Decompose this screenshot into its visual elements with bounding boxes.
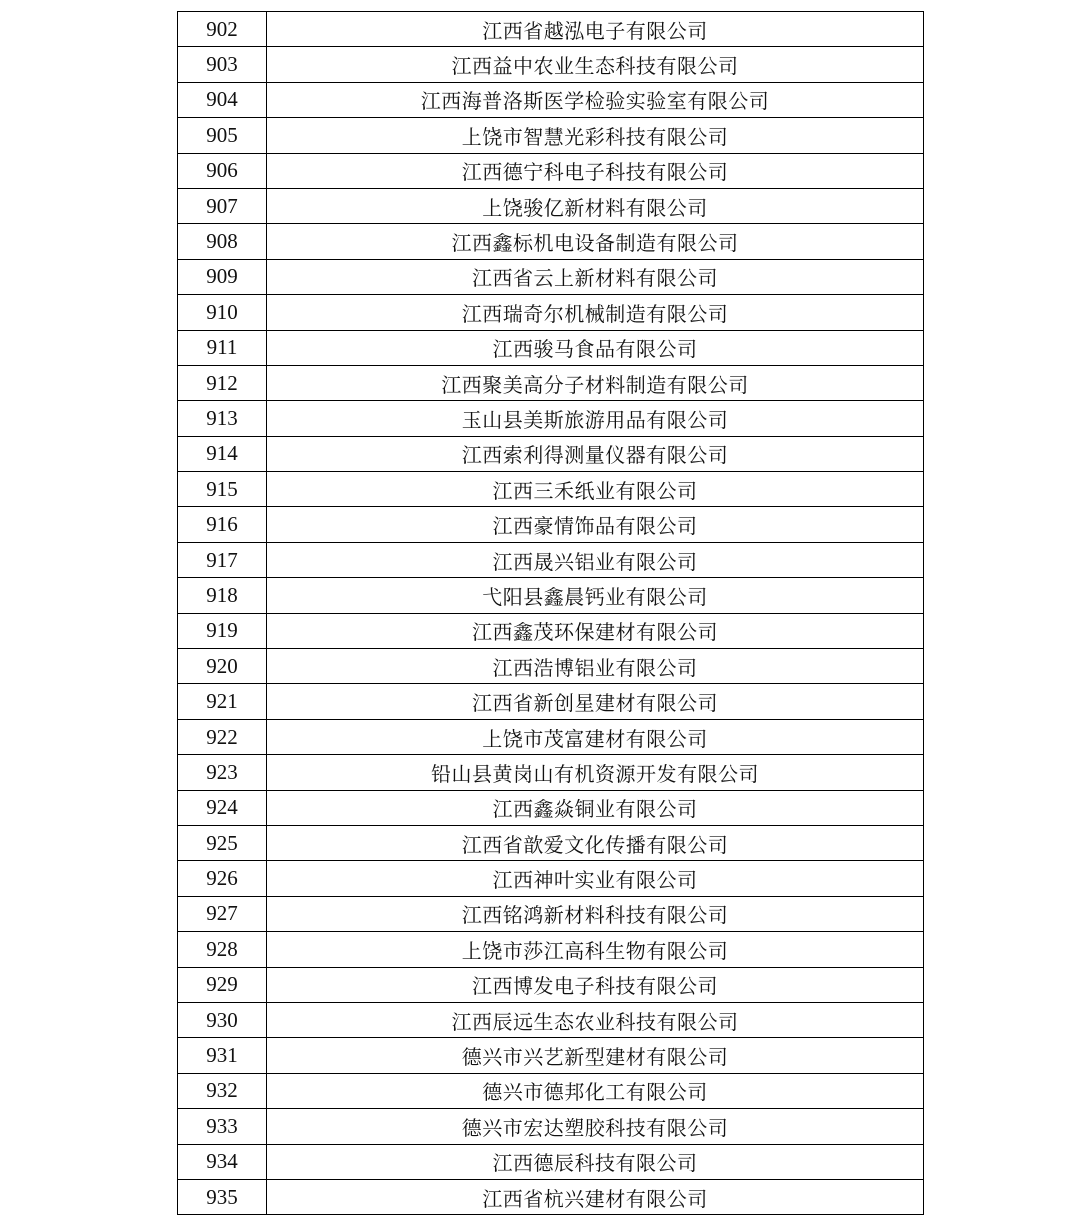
table-row (178, 578, 924, 613)
row-number-cell: 912 (178, 365, 267, 400)
company-name-cell: 弋阳县鑫晨钙业有限公司 (267, 578, 924, 613)
company-list-table (177, 11, 924, 1215)
row-number-cell: 925 (178, 825, 267, 860)
row-number-cell: 916 (178, 507, 267, 542)
row-number-cell: 932 (178, 1073, 267, 1108)
company-name-cell: 江西铭鸿新材料科技有限公司 (267, 896, 924, 931)
table-row (178, 507, 924, 542)
row-number-cell: 913 (178, 401, 267, 436)
row-number-cell: 933 (178, 1109, 267, 1144)
company-list-body (178, 12, 924, 1215)
company-name-cell: 江西辰远生态农业科技有限公司 (267, 1002, 924, 1037)
company-name-cell: 江西省云上新材料有限公司 (267, 259, 924, 294)
table-row (178, 153, 924, 188)
table-row (178, 330, 924, 365)
company-name-cell: 江西省杭兴建材有限公司 (267, 1179, 924, 1214)
company-name-cell: 江西瑞奇尔机械制造有限公司 (267, 295, 924, 330)
table-row (178, 188, 924, 223)
table-row (178, 472, 924, 507)
company-name-cell: 江西鑫焱铜业有限公司 (267, 790, 924, 825)
row-number-cell: 922 (178, 719, 267, 754)
table-row (178, 896, 924, 931)
company-name-cell: 江西索利得测量仪器有限公司 (267, 436, 924, 471)
row-number-cell: 903 (178, 47, 267, 82)
table-row (178, 825, 924, 860)
row-number-cell: 924 (178, 790, 267, 825)
table-row (178, 224, 924, 259)
row-number-cell: 909 (178, 259, 267, 294)
table-row (178, 365, 924, 400)
company-name-cell: 江西德宁科电子科技有限公司 (267, 153, 924, 188)
table-row (178, 118, 924, 153)
company-name-cell: 江西省歆爱文化传播有限公司 (267, 825, 924, 860)
company-name-cell: 江西省新创星建材有限公司 (267, 684, 924, 719)
company-name-cell: 上饶市智慧光彩科技有限公司 (267, 118, 924, 153)
table-row (178, 82, 924, 117)
company-name-cell: 江西省越泓电子有限公司 (267, 12, 924, 47)
row-number-cell: 935 (178, 1179, 267, 1214)
row-number-cell: 929 (178, 967, 267, 1002)
table-row (178, 932, 924, 967)
table-row (178, 436, 924, 471)
table-row (178, 542, 924, 577)
company-name-cell: 江西鑫标机电设备制造有限公司 (267, 224, 924, 259)
company-name-cell: 上饶骏亿新材料有限公司 (267, 188, 924, 223)
row-number-cell: 902 (178, 12, 267, 47)
table-row (178, 790, 924, 825)
table-row (178, 1073, 924, 1108)
company-name-cell: 江西神叶实业有限公司 (267, 861, 924, 896)
row-number-cell: 930 (178, 1002, 267, 1037)
company-name-cell: 玉山县美斯旅游用品有限公司 (267, 401, 924, 436)
table-row (178, 259, 924, 294)
row-number-cell: 934 (178, 1144, 267, 1179)
row-number-cell: 926 (178, 861, 267, 896)
table-row (178, 401, 924, 436)
table-row (178, 613, 924, 648)
row-number-cell: 931 (178, 1038, 267, 1073)
row-number-cell: 911 (178, 330, 267, 365)
company-name-cell: 江西豪情饰品有限公司 (267, 507, 924, 542)
row-number-cell: 917 (178, 542, 267, 577)
row-number-cell: 905 (178, 118, 267, 153)
row-number-cell: 923 (178, 755, 267, 790)
company-name-cell: 德兴市宏达塑胶科技有限公司 (267, 1109, 924, 1144)
table-row (178, 1109, 924, 1144)
table-row (178, 1038, 924, 1073)
company-name-cell: 江西骏马食品有限公司 (267, 330, 924, 365)
row-number-cell: 921 (178, 684, 267, 719)
table-row (178, 1002, 924, 1037)
row-number-cell: 906 (178, 153, 267, 188)
row-number-cell: 910 (178, 295, 267, 330)
table-row (178, 47, 924, 82)
table-row (178, 684, 924, 719)
table-row (178, 755, 924, 790)
table-row (178, 719, 924, 754)
company-name-cell: 江西海普洛斯医学检验实验室有限公司 (267, 82, 924, 117)
company-name-cell: 德兴市兴艺新型建材有限公司 (267, 1038, 924, 1073)
row-number-cell: 908 (178, 224, 267, 259)
row-number-cell: 915 (178, 472, 267, 507)
company-name-cell: 上饶市茂富建材有限公司 (267, 719, 924, 754)
company-name-cell: 铅山县黄岗山有机资源开发有限公司 (267, 755, 924, 790)
row-number-cell: 919 (178, 613, 267, 648)
row-number-cell: 928 (178, 932, 267, 967)
table-row (178, 967, 924, 1002)
row-number-cell: 914 (178, 436, 267, 471)
company-name-cell: 上饶市莎江高科生物有限公司 (267, 932, 924, 967)
company-name-cell: 江西三禾纸业有限公司 (267, 472, 924, 507)
table-row (178, 1144, 924, 1179)
company-name-cell: 江西德辰科技有限公司 (267, 1144, 924, 1179)
row-number-cell: 918 (178, 578, 267, 613)
company-name-cell: 江西晟兴铝业有限公司 (267, 542, 924, 577)
company-name-cell: 江西益中农业生态科技有限公司 (267, 47, 924, 82)
company-name-cell: 江西聚美高分子材料制造有限公司 (267, 365, 924, 400)
company-name-cell: 江西浩博铝业有限公司 (267, 649, 924, 684)
company-name-cell: 德兴市德邦化工有限公司 (267, 1073, 924, 1108)
company-name-cell: 江西鑫茂环保建材有限公司 (267, 613, 924, 648)
table-row (178, 1179, 924, 1214)
table-row (178, 295, 924, 330)
table-row (178, 12, 924, 47)
row-number-cell: 920 (178, 649, 267, 684)
table-row (178, 649, 924, 684)
company-list-table-container (177, 11, 923, 1215)
row-number-cell: 927 (178, 896, 267, 931)
table-row (178, 861, 924, 896)
row-number-cell: 907 (178, 188, 267, 223)
company-name-cell: 江西博发电子科技有限公司 (267, 967, 924, 1002)
row-number-cell: 904 (178, 82, 267, 117)
